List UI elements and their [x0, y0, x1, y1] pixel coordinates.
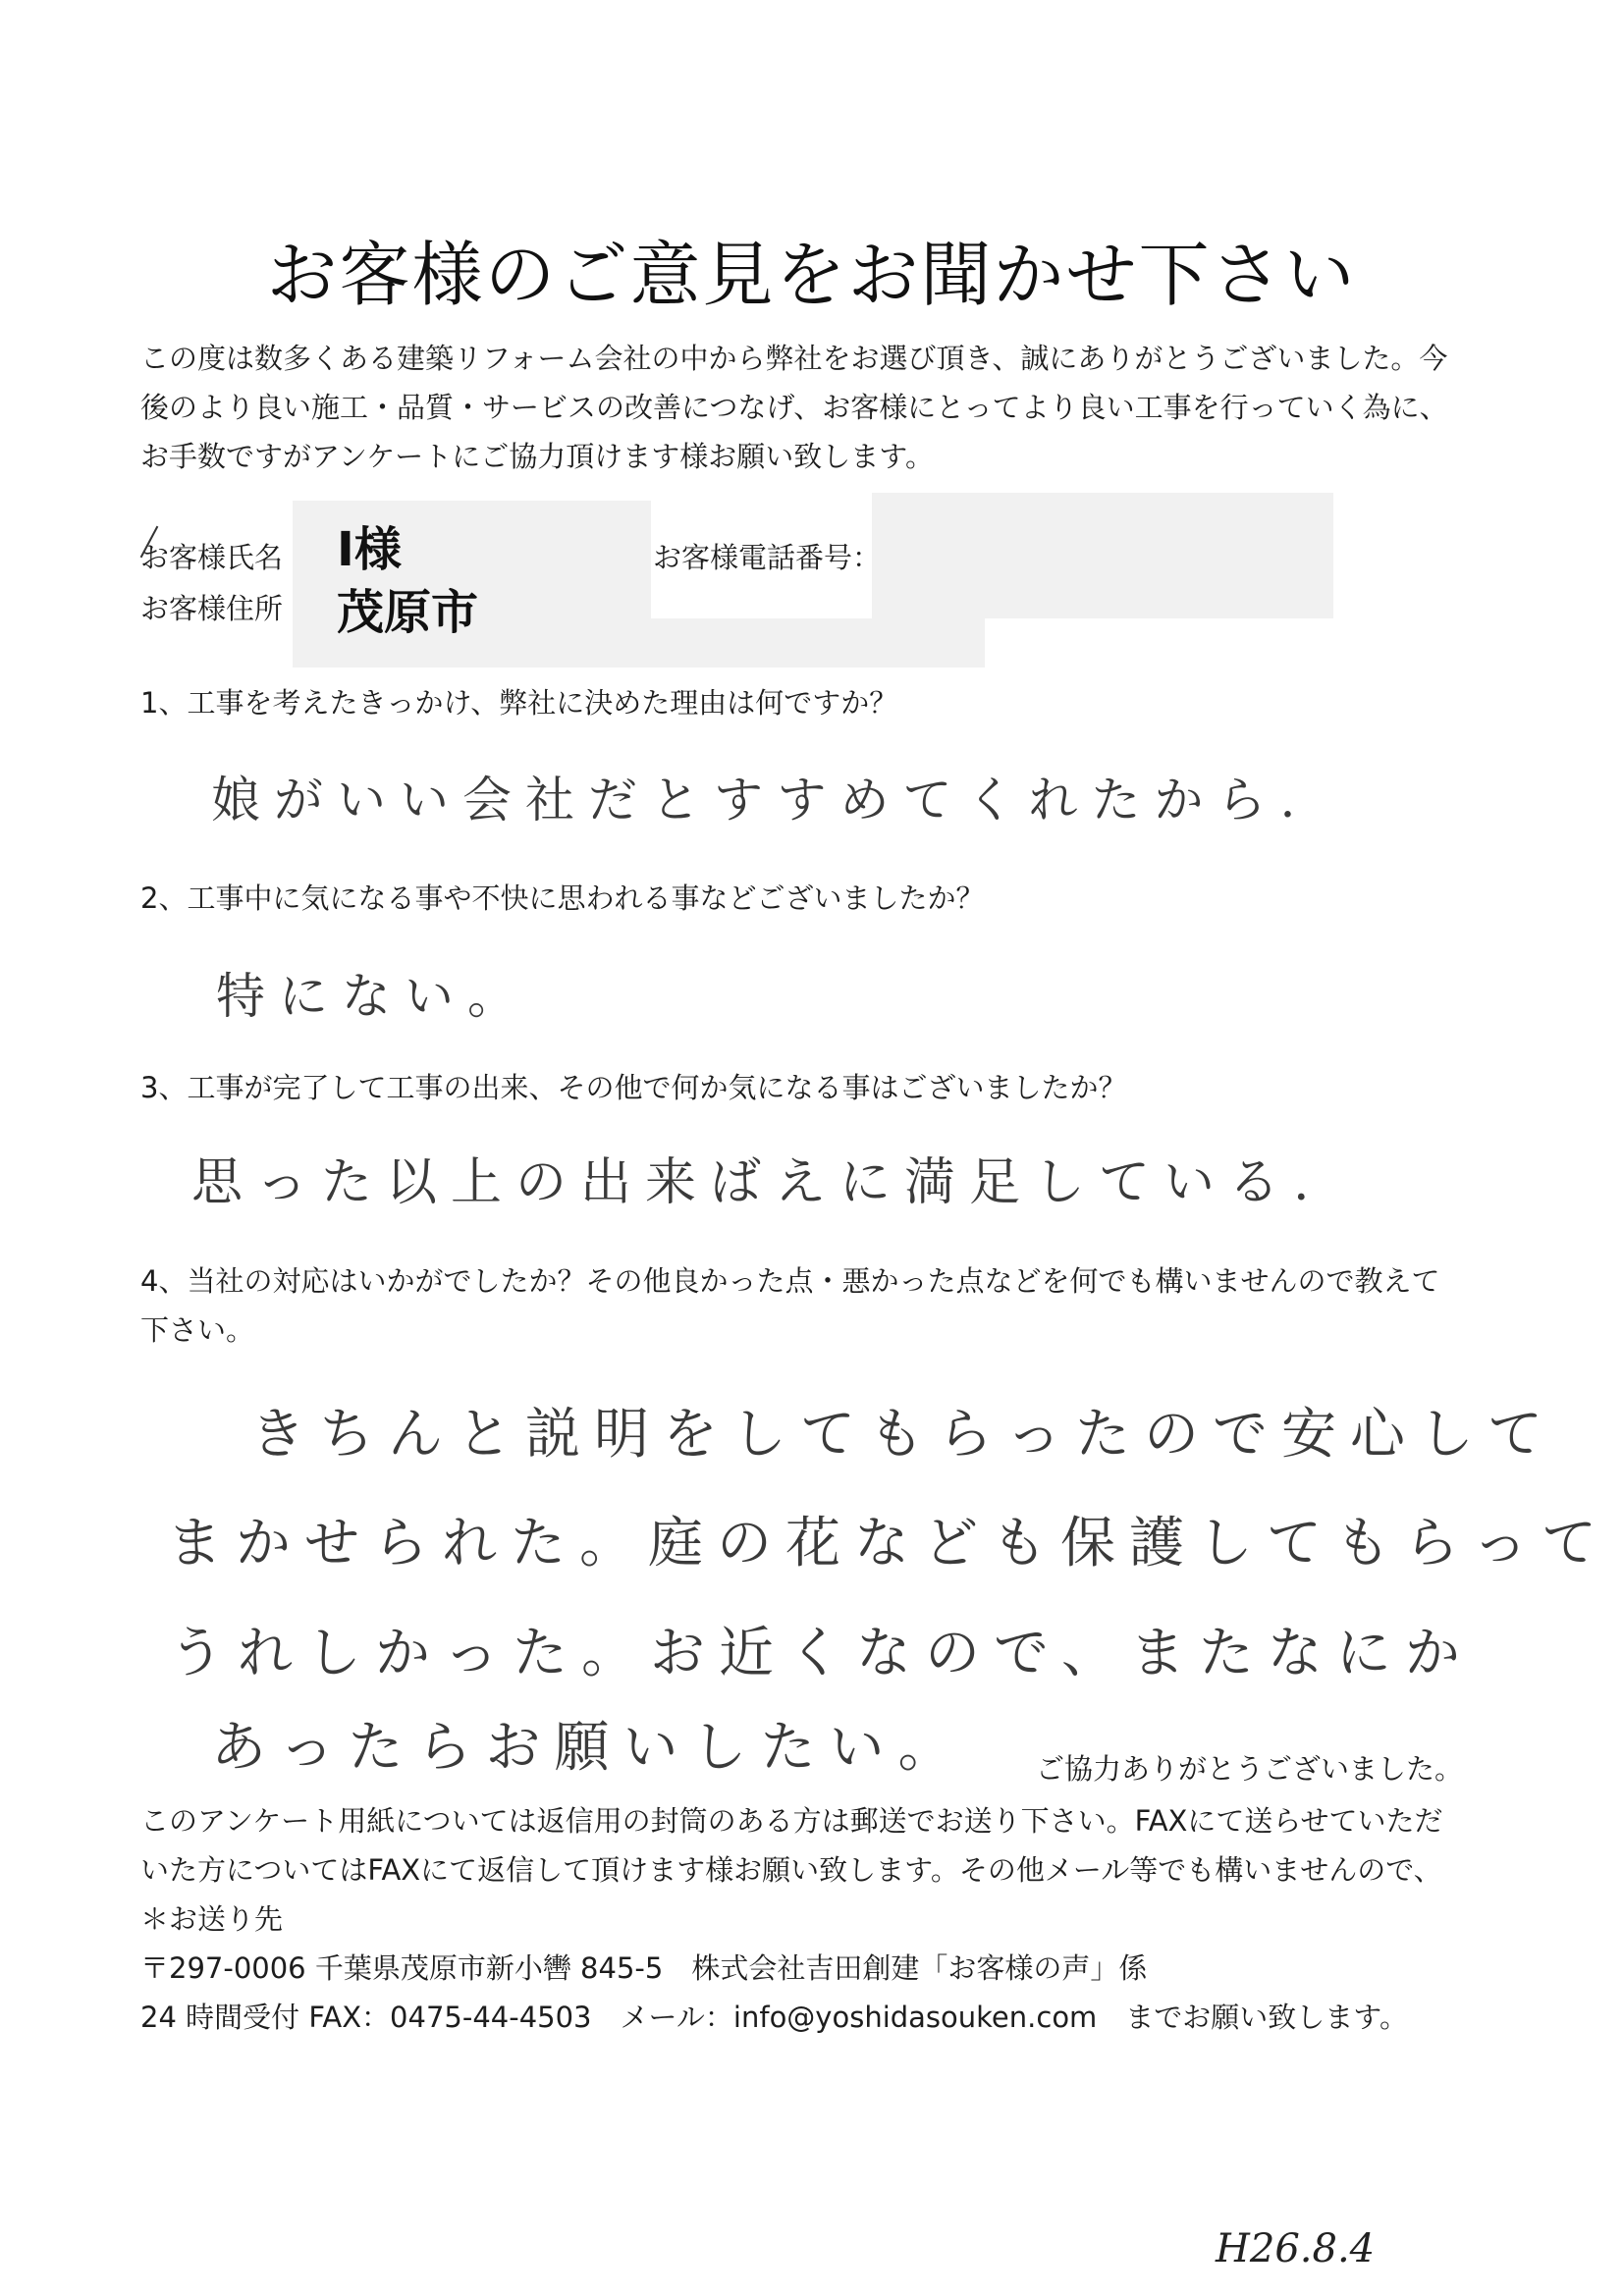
- intro-line: 後のより良い施工・品質・サービスの改善につなげ、お客様にとってより良い工事を行っていく為に、: [140, 391, 1448, 424]
- answer-4-line: まかせられた。庭の花なども保護してもらって: [167, 1512, 1610, 1575]
- page-title: お客様のご意見をお聞かせ下さい: [266, 234, 1357, 316]
- customer-name-label: お客様氏名: [140, 541, 284, 574]
- footer-contact: 24 時間受付 FAX：0475-44-4503 メール：info@yoshidasouken.com までお願い致します。: [140, 2001, 1408, 2034]
- footer-line: いた方についてはFAXにて返信して頂けます様お願い致します。その他メール等でも構いませんので、: [140, 1853, 1442, 1887]
- answer-4-line: きちんと説明をしてもらったので安心して: [250, 1403, 1556, 1467]
- customer-address-value: 茂原市: [337, 585, 479, 640]
- answer-4-line: あったらお願いしたい。: [211, 1716, 967, 1780]
- intro-line: お手数ですがアンケートにご協力頂けます様お願い致します。: [140, 440, 934, 473]
- answer-1: 娘がいい会社だとすすめてくれたから.: [211, 772, 1310, 828]
- answer-3: 思った以上の出来ばえに満足している.: [191, 1153, 1324, 1212]
- question-2: 2、工事中に気になる事や不快に思われる事などございましたか？: [140, 881, 985, 915]
- answer-4-line: うれしかった。お近くなので、またなにか: [169, 1622, 1474, 1685]
- answer-2: 特にない。: [216, 968, 530, 1025]
- thanks-text: ご協力ありがとうございました。: [1036, 1752, 1464, 1786]
- redaction-mask: [872, 493, 1333, 618]
- question-4-continued: 下さい。: [140, 1313, 255, 1347]
- customer-address-label: お客様住所: [140, 592, 284, 625]
- footer-line: ＊お送り先: [140, 1902, 284, 1936]
- customer-phone-label: お客様電話番号：: [653, 541, 882, 574]
- intro-line: この度は数多くある建築リフォーム会社の中から弊社をお選び頂き、誠にありがとうございました。今: [140, 342, 1448, 375]
- question-1: 1、工事を考えたきっかけ、弊社に決めた理由は何ですか？: [140, 686, 898, 720]
- footer-block: [140, 1796, 1443, 2042]
- question-4: 4、当社の対応はいかがでしたか？その他良かった点・悪かった点などを何でも構いませんので教えて: [140, 1264, 1440, 1298]
- intro-text: [140, 334, 1448, 481]
- handwritten-date: H26.8.4: [1216, 2226, 1376, 2271]
- footer-line: このアンケート用紙については返信用の封筒のある方は郵送でお送り下さい。FAXにて送らせていただ: [140, 1804, 1443, 1838]
- question-3: 3、工事が完了して工事の出来、その他で何か気になる事はございましたか？: [140, 1071, 1127, 1104]
- footer-address: 〒297-0006 千葉県茂原市新小轡 845-5 株式会社吉田創建「お客様の声」係: [140, 1951, 1148, 1985]
- customer-name-value: I様: [337, 522, 402, 577]
